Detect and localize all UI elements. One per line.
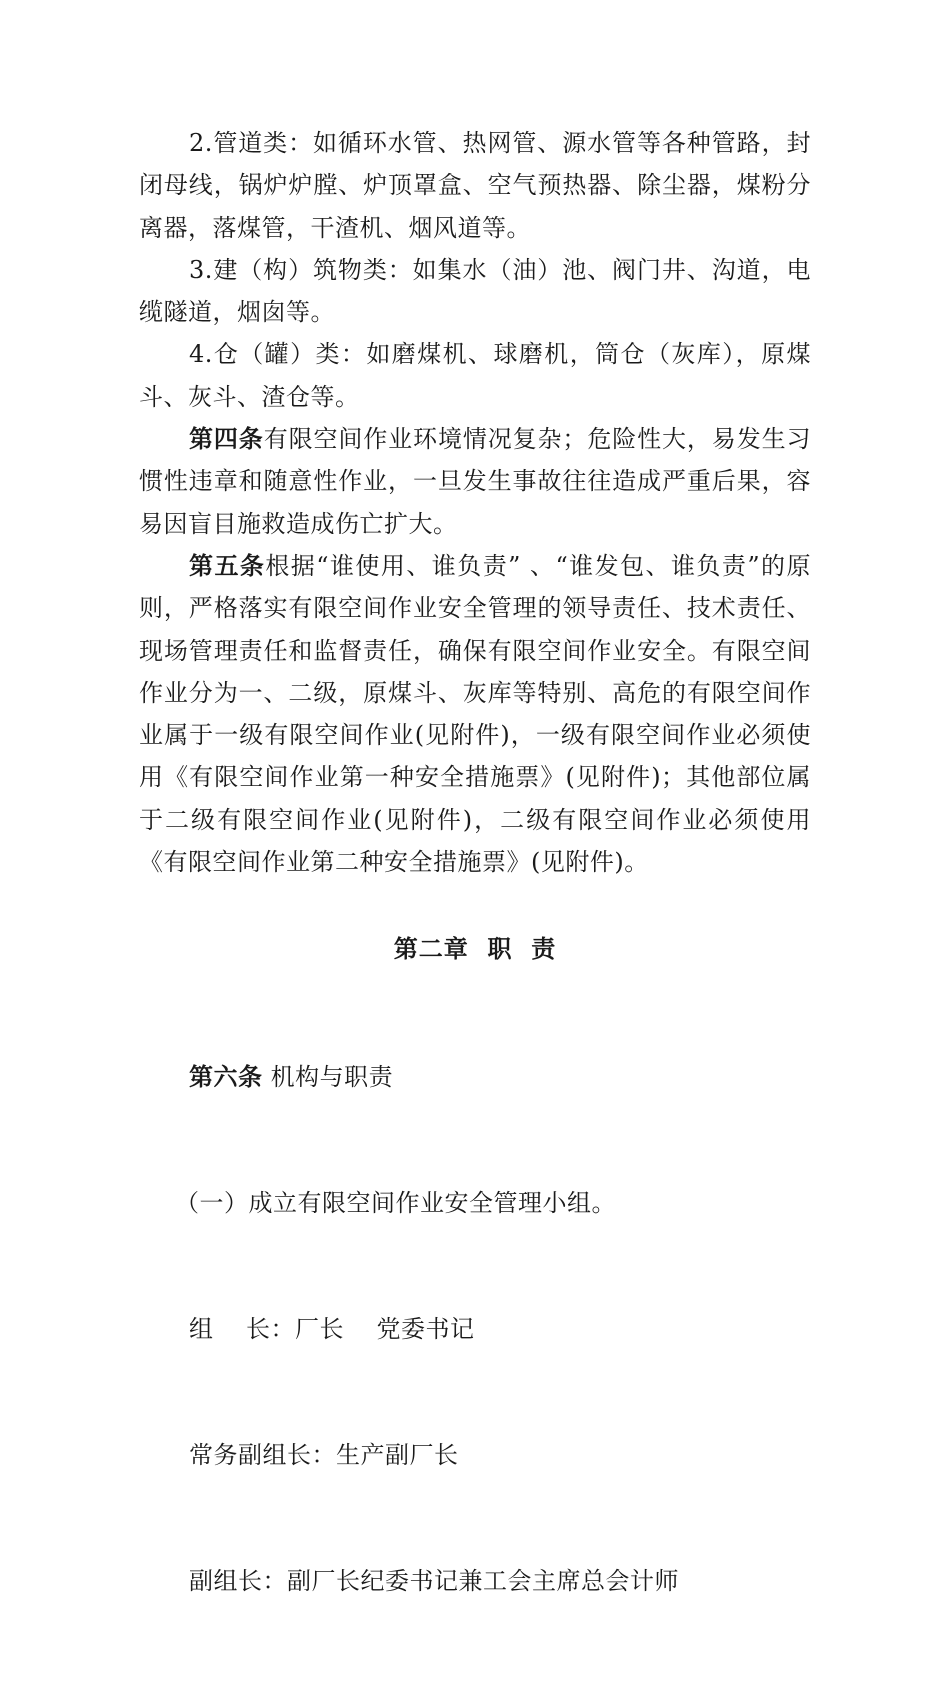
list-item: （一）成立有限空间作业安全管理小组。 <box>175 1189 616 1217</box>
paragraph-pipes <box>139 122 811 249</box>
paragraph-text: 有限空间作业环境情况复杂；危险性大，易发生习惯性违章和随意性作业，一旦发生事故往往造成严重后果，容易因盲目施救造成伤亡扩大。 <box>139 425 811 538</box>
paragraph-buildings <box>139 249 811 334</box>
paragraph-article-5 <box>139 545 811 883</box>
paragraph-text: 4.仓（罐）类：如磨煤机、球磨机，筒仓（灰库），原煤斗、灰斗、渣仓等。 <box>139 340 811 411</box>
paragraph-text: 2.管道类：如循环水管、热网管、源水管等各种管路，封闭母线，锅炉炉膛、炉顶罩盒、空气预热器、除尘器，煤粉分离器，落煤管，干渣机、烟风道等。 <box>139 129 811 242</box>
chapter-heading: 第二章 职 责 <box>393 934 557 963</box>
article-number: 第五条 <box>189 550 266 580</box>
list-item: 副组长：副厂长纪委书记兼工会主席总会计师 <box>189 1567 679 1595</box>
document-body <box>139 122 811 883</box>
article-6-heading <box>189 1056 811 1098</box>
paragraph-text: 根据“谁使用、谁负责” 、“谁发包、谁负责”的原则，严格落实有限空间作业安全管理的领导责任、技术责任、现场管理责任和监督责任，确保有限空间作业安全。有限空间作业分为一、二级，原煤斗、灰库等特别、高危的有限空间作业属于一级有限空间作业(见附件)，一级有限空间作业必须使用《有限空间作业第一种安全措施票》(见附件)；其他部位属于二级有限空间作业(见附件)，二级有限空间作业必须使用《有限空间作业第二种安全措施票》(见附件)。 <box>139 551 811 877</box>
list-item: 常务副组长：生产副厂长 <box>189 1441 459 1469</box>
paragraph-text: 3.建（构）筑物类：如集水（油）池、阀门井、沟道，电缆隧道，烟囱等。 <box>139 255 811 327</box>
responsibility-list <box>175 972 811 1686</box>
article-title: 机构与职责 <box>262 1063 394 1091</box>
list-item: 组 长：厂长 党委书记 <box>189 1315 475 1343</box>
article-number: 第四条 <box>189 424 264 454</box>
article-number: 第六条 <box>189 1062 263 1091</box>
paragraph-bins <box>139 333 811 418</box>
paragraph-article-4 <box>139 418 811 545</box>
